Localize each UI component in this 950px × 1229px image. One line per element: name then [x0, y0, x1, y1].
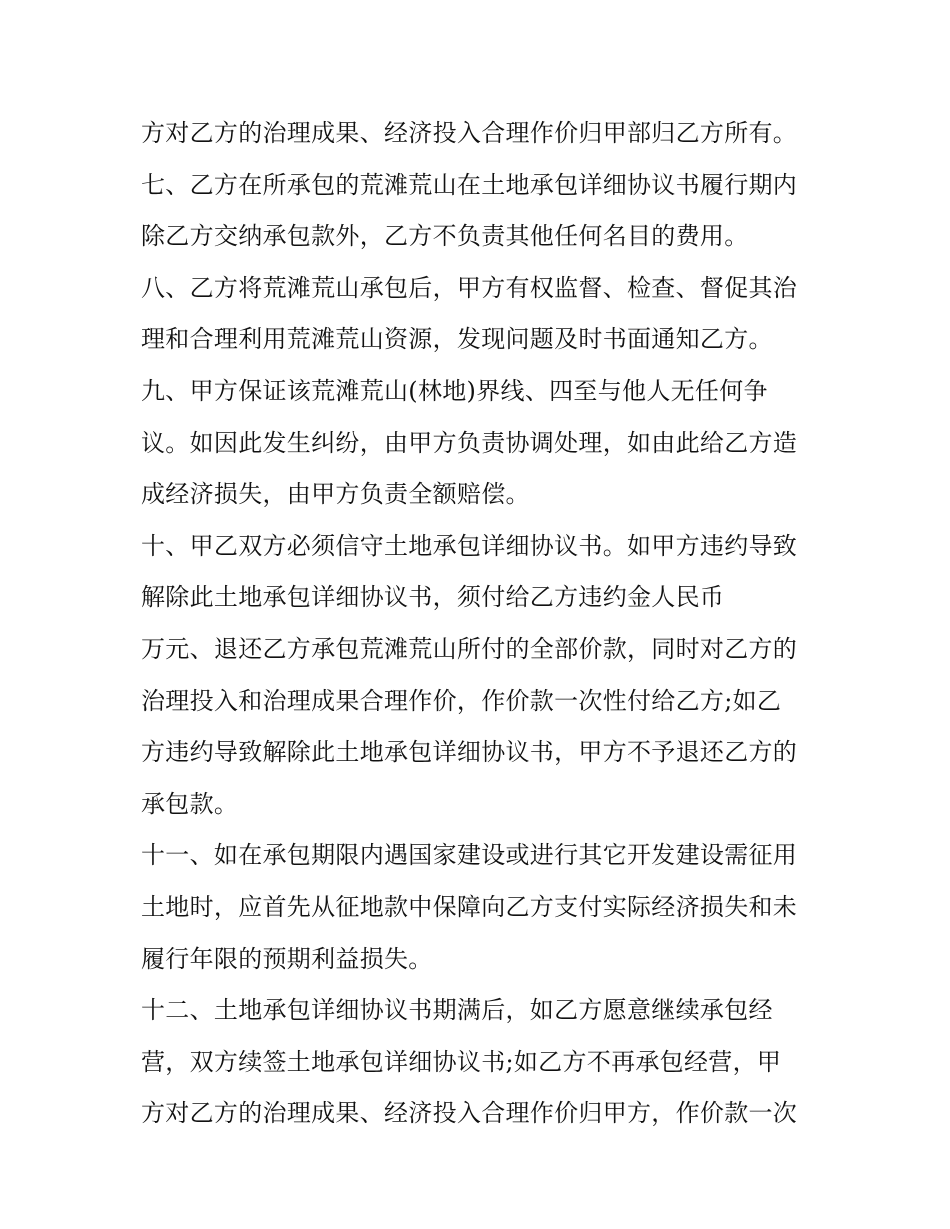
text-line: 除乙方交纳承包款外，乙方不负责其他任何名目的费用。 — [141, 222, 749, 251]
text-line: 方对乙方的治理成果、经济投入合理作价归甲方，作价款一次 — [141, 1099, 798, 1128]
text-line: 八、乙方将荒滩荒山承包后，甲方有权监督、检查、督促其治 — [141, 273, 798, 302]
text-line: 土地时，应首先从征地款中保障向乙方支付实际经济损失和未 — [141, 892, 798, 921]
text-line: 七、乙方在所承包的荒滩荒山在土地承包详细协议书履行期内 — [141, 170, 798, 199]
text-line: 议。如因此发生纠纷，由甲方负责协调处理，如由此给乙方造 — [141, 428, 798, 457]
text-line: 十一、如在承包期限内遇国家建设或进行其它开发建设需征用 — [141, 841, 798, 870]
text-line: 九、甲方保证该荒滩荒山(林地)界线、四至与他人无任何争 — [141, 376, 768, 405]
text-line: 十、甲乙双方必须信守土地承包详细协议书。如甲方违约导致 — [141, 531, 798, 560]
text-line: 成经济损失，由甲方负责全额赔偿。 — [141, 480, 530, 509]
text-line: 解除此土地承包详细协议书，须付给乙方违约金人民币 — [141, 583, 725, 612]
text-line: 承包款。 — [141, 789, 239, 818]
text-line: 理和合理利用荒滩荒山资源，发现问题及时书面通知乙方。 — [141, 325, 773, 354]
contract-body — [141, 108, 821, 1140]
text-line: 营，双方续签土地承包详细协议书;如乙方不再承包经营，甲 — [141, 1047, 782, 1076]
text-line: 万元、退还乙方承包荒滩荒山所付的全部价款，同时对乙方的 — [141, 634, 798, 663]
text-line: 方违约导致解除此土地承包详细协议书，甲方不予退还乙方的 — [141, 738, 798, 767]
text-line: 履行年限的预期利益损失。 — [141, 944, 433, 973]
text-line: 方对乙方的治理成果、经济投入合理作价归甲部归乙方所有。 — [141, 119, 798, 147]
text-line: 十二、土地承包详细协议书期满后，如乙方愿意继续承包经 — [141, 996, 773, 1025]
text-line: 治理投入和治理成果合理作价，作价款一次性付给乙方;如乙 — [141, 686, 782, 715]
